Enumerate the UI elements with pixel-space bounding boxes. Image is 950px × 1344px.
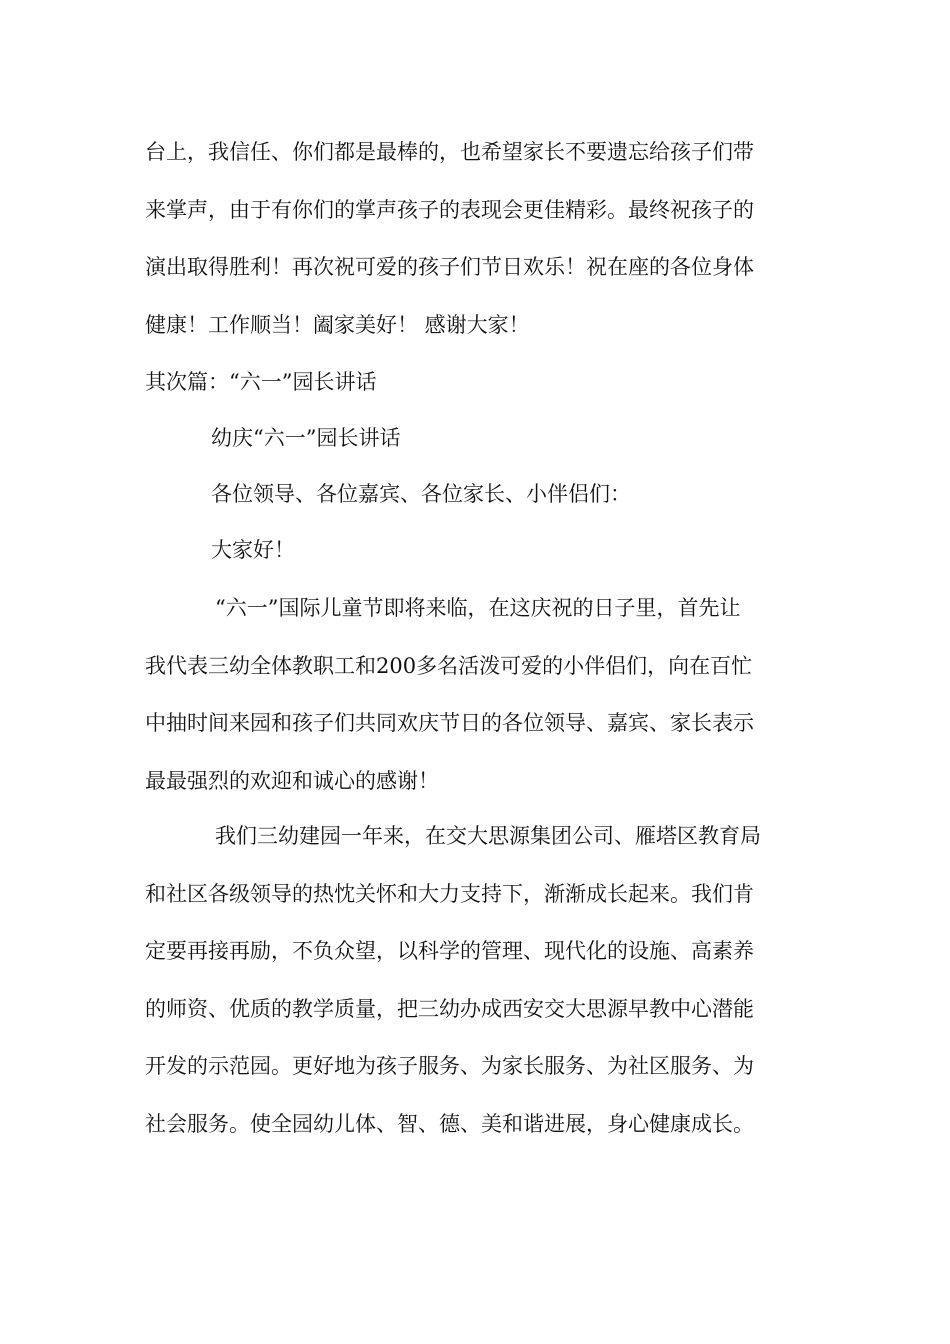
greeting-block xyxy=(145,522,815,580)
speech-title-block xyxy=(145,410,815,468)
speech-title: 幼庆“六一”园长讲话 xyxy=(211,426,401,450)
text-line: 台上，我信任、你们都是最棒的，也希望家长不要遗忘给孩子们带 xyxy=(145,140,754,164)
text-line: 和社区各级领导的热忱关怀和大力支持下，渐渐成长起来。我们肯 xyxy=(145,881,754,906)
paragraph-welcome xyxy=(145,580,815,810)
text-line: 社会服务。使全园幼儿体、智、德、美和谐进展，身心健康成长。 xyxy=(145,1111,754,1136)
text-line: 最最强烈的欢迎和诚心的感谢！ xyxy=(145,768,439,793)
text-line: 演出取得胜利！再次祝可爱的孩子们节日欢乐！祝在座的各位身体 xyxy=(145,255,754,279)
text-line: 中抽时间来园和孩子们共同欢庆节日的各位领导、嘉宾、家长表示 xyxy=(145,711,754,735)
text-line: 的师资、优质的教学质量，把三幼办成西安交大思源早教中心潜能 xyxy=(145,996,754,1021)
text-line: 定要再接再励，不负众望，以科学的管理、现代化的设施、高素养 xyxy=(145,939,754,963)
text-line: 健康！工作顺当！阖家美好！ 感谢大家！ xyxy=(145,312,530,337)
text-line: “六一”国际儿童节即将来临，在这庆祝的日子里，首先让 xyxy=(215,596,741,620)
greeting: 大家好！ xyxy=(211,538,295,562)
salutation-block xyxy=(145,466,815,524)
section-heading-block xyxy=(145,354,815,412)
text-line: 开发的示范园。更好地为孩子服务、为家长服务、为社区服务、为 xyxy=(145,1054,754,1078)
text-line: 来掌声，由于有你们的掌声孩子的表现会更佳精彩。最终祝孩子的 xyxy=(145,197,754,222)
section-heading: 其次篇：“六一”园长讲话 xyxy=(145,370,377,394)
paragraph-continuation xyxy=(145,124,815,354)
paragraph-development xyxy=(145,808,815,1153)
text-line: 我们三幼建园一年来，在交大思源集团公司、雁塔区教育局 xyxy=(215,824,761,848)
salutation: 各位领导、各位嘉宾、各位家长、小伴侣们： xyxy=(211,482,631,506)
text-line: 我代表三幼全体教职工和200多名活泼可爱的小伴侣们，向在百忙 xyxy=(145,653,753,678)
